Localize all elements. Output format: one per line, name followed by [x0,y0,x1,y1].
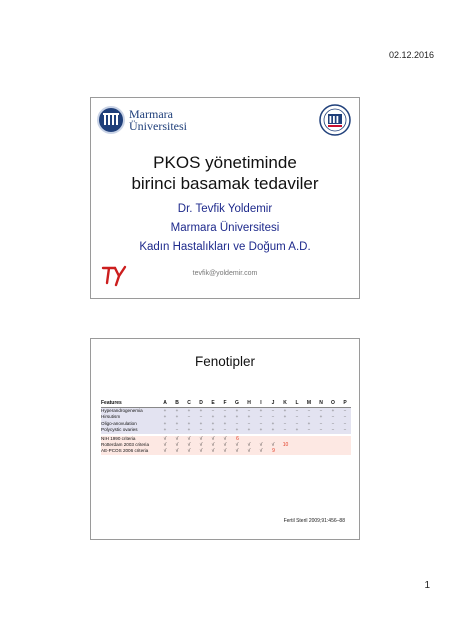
table-cell: + [195,408,207,415]
table-cell: √ [231,442,243,448]
slide-date: 02.12.2016 [388,50,434,60]
table-cell: √ [159,442,171,448]
row-label: Rotterdam 2003 criteria [101,442,159,448]
table-cell: − [207,408,219,415]
table-cell: + [243,414,255,420]
table-cell: + [171,414,183,420]
column-header: N [315,399,327,408]
table-cell: √ [195,442,207,448]
table-cell [279,448,291,454]
table-cell: − [327,427,339,433]
criteria-count: 6 [236,435,239,442]
table-cell: + [219,414,231,420]
table-cell: − [195,414,207,420]
row-label: Polycystic ovaries [101,427,159,433]
criteria-count: 10 [282,442,289,449]
features-header: Features [101,399,159,408]
table-cell: + [207,421,219,427]
row-label: Oligo-anovulation [101,421,159,427]
table-cell: − [267,408,279,415]
table-cell: √ [231,448,243,454]
marmara-logo [97,106,187,134]
table-cell: + [327,408,339,415]
table-cell: + [171,421,183,427]
table-cell: − [183,414,195,420]
table-cell: + [207,414,219,420]
column-header: E [207,399,219,408]
column-header: C [183,399,195,408]
table-cell: + [267,421,279,427]
column-header: K [279,399,291,408]
column-header: I [255,399,267,408]
title-line2: birinci basamak tedaviler [131,174,319,193]
table-cell: √ [207,436,219,442]
table-cell: − [255,414,267,420]
table-cell [315,448,327,454]
table-cell: √ [207,442,219,448]
row-label: NIH 1990 criteria [101,436,159,442]
table-cell: − [315,427,327,433]
column-header: F [219,399,231,408]
table-cell: + [303,421,315,427]
table-cell: √ [255,442,267,448]
row-label: Hyperandrogenemia [101,408,159,415]
table-cell: − [243,421,255,427]
table-cell: √ [207,448,219,454]
table-cell: √ [243,442,255,448]
column-header: A [159,399,171,408]
table-cell: + [183,421,195,427]
university-seal-icon [319,104,351,136]
column-header: H [243,399,255,408]
logo-text-line1: Marmara [129,107,173,121]
table-cell [291,448,303,454]
author-email: tevfik@yoldemir.com [192,270,258,277]
column-header: B [171,399,183,408]
author-department: Kadın Hastalıkları ve Doğum A.D. [139,241,311,253]
column-header: L [291,399,303,408]
table-cell: √ [219,442,231,448]
table-cell: √ [219,436,231,442]
table-cell: √ [159,436,171,442]
table-cell: − [243,408,255,415]
table-cell: + [291,427,303,433]
marmara-emblem-icon [97,106,125,134]
table-cell: − [171,427,183,433]
table-cell: − [219,427,231,433]
column-header: P [339,399,351,408]
table-cell: − [279,427,291,433]
slide-title: Fenotipler [194,354,256,369]
title-slide [90,97,360,299]
table-cell: √ [183,442,195,448]
table-cell: √ [255,448,267,454]
table-cell: √ [183,436,195,442]
table-cell: + [255,408,267,415]
table-cell: √ [267,442,279,448]
table-cell [327,448,339,454]
table-cell: √ [195,436,207,442]
table-cell: − [291,414,303,420]
table-cell: − [327,414,339,420]
table-cell: − [255,421,267,427]
table-cell: + [219,421,231,427]
slide-title [91,152,359,194]
table-cell: − [339,427,351,433]
table-cell: + [279,414,291,420]
table-cell: + [315,414,327,420]
table-cell: − [339,421,351,427]
table-cell: − [267,414,279,420]
table-cell: √ [171,442,183,448]
table-cell: + [159,427,171,433]
table-cell: + [195,421,207,427]
table-row [101,408,351,415]
phenotypes-slide [90,338,360,540]
table-cell: √ [171,436,183,442]
author-affiliation: Marmara Üniversitesi [170,222,280,234]
table-cell: √ [195,448,207,454]
table-cell: − [195,427,207,433]
table-cell: + [183,427,195,433]
table-cell: + [243,427,255,433]
page-number: 1 [424,580,430,591]
author-block [91,200,359,257]
table-cell: + [159,421,171,427]
row-label: AE-PCOS 2006 criteria [101,448,159,454]
table-cell: + [207,427,219,433]
table-cell: + [267,427,279,433]
table-cell: − [279,421,291,427]
logo-text-line2: Üniversitesi [129,119,187,133]
table-cell: + [183,408,195,415]
table-cell: − [303,427,315,433]
table-cell: + [231,427,243,433]
table-cell [267,448,279,454]
table-cell: − [291,421,303,427]
table-cell: − [315,421,327,427]
table-header-row [101,399,351,408]
table-cell [339,448,351,454]
title-line1: PKOS yönetiminde [153,153,297,172]
table-cell: − [291,408,303,415]
column-header: O [327,399,339,408]
table-cell: − [231,421,243,427]
row-label: Hirsutism [101,414,159,420]
table-row [101,448,351,454]
table-cell: √ [183,448,195,454]
table-cell: + [171,408,183,415]
table-cell: + [159,408,171,415]
table-cell: + [279,408,291,415]
column-header: J [267,399,279,408]
table-cell: + [231,414,243,420]
table-cell: √ [171,448,183,454]
table-cell: + [159,414,171,420]
table-cell: − [339,414,351,420]
author-name: Dr. Tevfik Yoldemir [177,203,273,215]
table-cell: √ [219,448,231,454]
citation: Fertil Steril 2009;91:456–88 [283,518,345,524]
table-cell: √ [159,448,171,454]
table-cell: − [339,408,351,415]
table-cell: + [231,408,243,415]
table-cell: − [219,408,231,415]
column-header: G [231,399,243,408]
column-header: D [195,399,207,408]
phenotype-table [101,399,351,455]
criteria-count: 9 [272,448,275,455]
table-cell: − [315,408,327,415]
table-cell: − [303,414,315,420]
column-header: M [303,399,315,408]
table-cell: √ [243,448,255,454]
table-cell: + [255,427,267,433]
table-cell [303,448,315,454]
table-cell: − [327,421,339,427]
table-cell: − [303,408,315,415]
